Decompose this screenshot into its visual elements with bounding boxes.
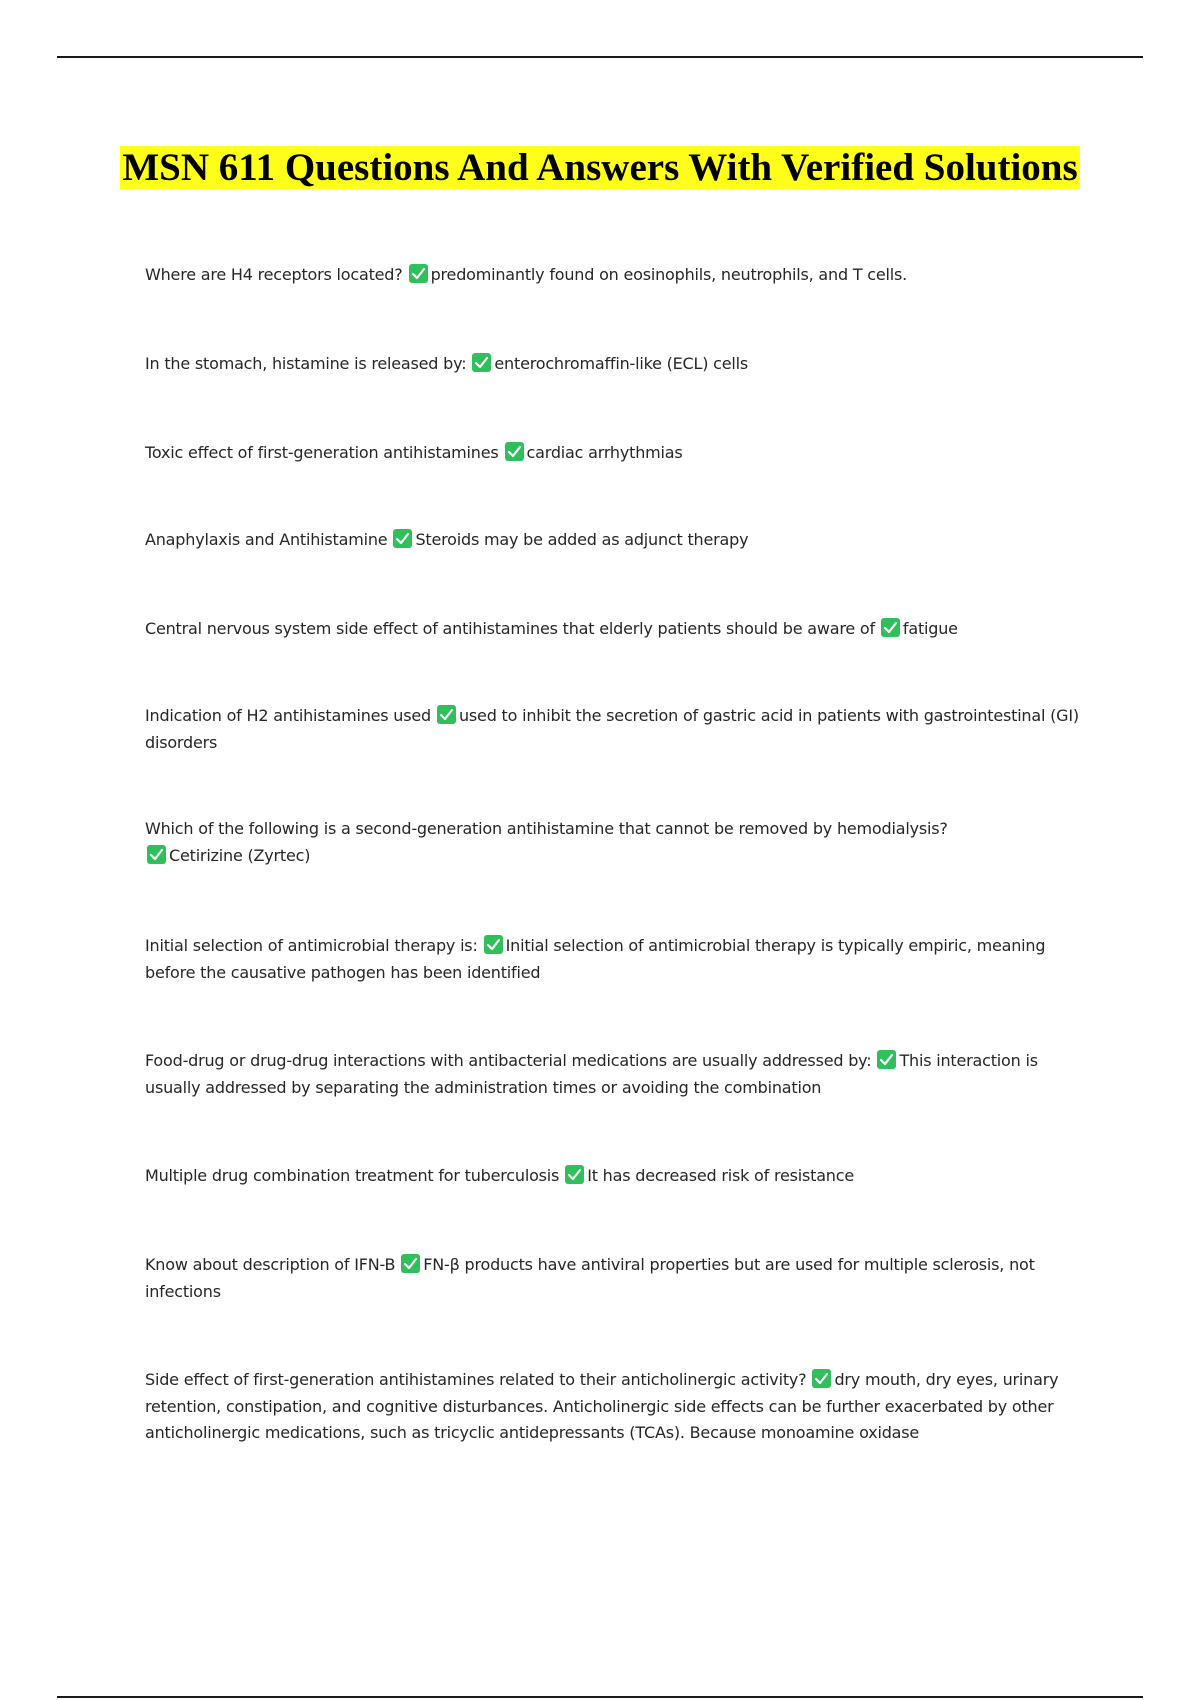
- document-title: [100, 142, 1100, 193]
- qa-item: [145, 816, 1090, 869]
- checkmark-box-icon: [877, 1050, 896, 1069]
- qa-item: [145, 440, 1090, 467]
- answer-text: This interaction is usually addressed by separating the administration times or avoiding the combination: [145, 1051, 1038, 1097]
- question-text: Initial selection of antimicrobial therapy is:: [145, 936, 478, 955]
- checkmark-box-icon: [472, 353, 491, 372]
- answer-text: Cetirizine (Zyrtec): [169, 845, 311, 865]
- question-text: Food-drug or drug-drug interactions with antibacterial medications are usually addressed by:: [145, 1051, 872, 1070]
- answer-text: predominantly found on eosinophils, neutrophils, and T cells.: [430, 265, 908, 284]
- answer-text: cardiac arrhythmias: [526, 443, 683, 462]
- checkmark-box-icon: [437, 705, 456, 724]
- answer-text: FN-β products have antiviral properties but are used for multiple sclerosis, not infections: [145, 1255, 1035, 1301]
- checkmark-box-icon: [409, 264, 428, 283]
- checkmark-box-icon: [881, 618, 900, 637]
- qa-item: [145, 1048, 1090, 1101]
- qa-item: [145, 933, 1090, 986]
- answer-text: dry mouth, dry eyes, urinary retention, constipation, and cognitive disturbances. Anticholinergic side effects can be further exacerbated by other anticholinergic medications, such as tricyclic antidepressants (TCAs). Because monoamine oxidase: [145, 1370, 1059, 1442]
- checkmark-box-icon: [812, 1369, 831, 1388]
- question-text: Side effect of first-generation antihistamines related to their anticholinergic activity?: [145, 1370, 807, 1389]
- checkmark-box-icon: [565, 1165, 584, 1184]
- question-text: Know about description of IFN-B: [145, 1255, 396, 1274]
- question-text: Where are H4 receptors located?: [145, 265, 403, 284]
- bottom-rule: [57, 1696, 1143, 1698]
- qa-item: [145, 1163, 1090, 1190]
- qa-item: [145, 1252, 1090, 1305]
- checkmark-box-icon: [505, 442, 524, 461]
- answer-text: enterochromaffin-like (ECL) cells: [494, 354, 749, 373]
- checkmark-box-icon: [147, 845, 166, 864]
- question-text: In the stomach, histamine is released by:: [145, 354, 467, 373]
- question-text: Indication of H2 antihistamines used: [145, 706, 431, 725]
- answer-text: used to inhibit the secretion of gastric acid in patients with gastrointestinal (GI) disorders: [145, 706, 1079, 752]
- checkmark-box-icon: [401, 1254, 420, 1273]
- answer-text: Initial selection of antimicrobial therapy is typically empiric, meaning before the causative pathogen has been identified: [145, 936, 1046, 982]
- qa-item: [145, 616, 1090, 643]
- question-text: Which of the following is a second-generation antihistamine that cannot be removed by hemodialysis?: [145, 819, 948, 838]
- qa-item: [145, 1367, 1090, 1447]
- title-highlight: MSN 611 Questions And Answers With Verified Solutions: [122, 146, 1078, 189]
- top-rule: [57, 56, 1143, 58]
- question-text: Anaphylaxis and Antihistamine: [145, 530, 388, 549]
- question-text: Toxic effect of first-generation antihistamines: [145, 443, 499, 462]
- question-text: Multiple drug combination treatment for tuberculosis: [145, 1166, 560, 1185]
- checkmark-box-icon: [393, 529, 412, 548]
- qa-item: [145, 703, 1090, 756]
- answer-text: fatigue: [902, 619, 958, 638]
- answer-text: It has decreased risk of resistance: [587, 1166, 854, 1185]
- qa-item: [145, 351, 1090, 378]
- answer-text: Steroids may be added as adjunct therapy: [415, 530, 749, 549]
- qa-item: [145, 262, 1090, 289]
- qa-item: [145, 527, 1090, 554]
- question-text: Central nervous system side effect of antihistamines that elderly patients should be aware of: [145, 619, 875, 638]
- checkmark-box-icon: [484, 935, 503, 954]
